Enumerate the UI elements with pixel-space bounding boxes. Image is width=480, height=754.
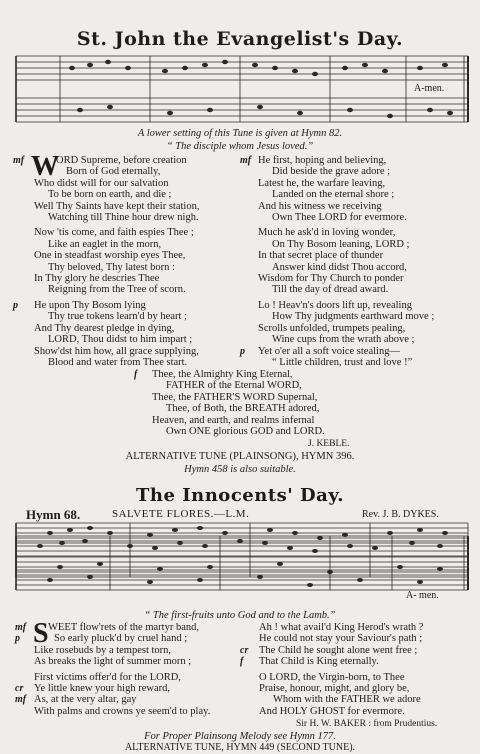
verse-line: Thee, the Almighty King Eternal, [152,369,293,380]
setting-note: A lower setting of this Tune is given at Hymn 82. [137,128,343,139]
verse-line: Wine cups from the wrath above ; [272,334,415,346]
dynamic-mark: p [240,345,245,357]
verse-line: So early pluck'd by cruel hand ; [54,633,188,645]
verse-line-group [13,299,239,311]
verse-line: “ Little children, trust and love !” [272,356,413,368]
dynamic-mark: mf [15,694,27,706]
verse-line: And Thy dearest pledge in dying, [34,322,175,334]
verse-line-group [240,345,473,357]
verse-line: Born of God eternally, [66,166,161,178]
verse-line: LORD, Thou didst to him impart ; [48,334,193,346]
verse-line: And HOLY GHOST for evermore. [259,705,405,717]
verse-line: Praise, honour, might, and glory be, [259,683,410,695]
verse-line: Wisdom for Thy Church to ponder [258,273,404,285]
verse-line: He first, hoping and believing, [258,155,387,166]
verse-line: Heaven, and earth, and realms infernal [152,414,315,426]
verse-line: Well Thy Saints have kept their station, [34,200,200,212]
dynamic-mark: cr [15,683,24,695]
verse-line: ORD Supreme, before creation [56,155,187,166]
verse-line: With palms and crowns ye seem'd to play. [34,705,211,717]
verse-line: FATHER of the Eternal WORD, [166,380,302,392]
amen-label-2: A- men. [406,590,439,601]
verse-line: Yet o'er all a soft voice stealing— [258,345,400,357]
verse-line: Own Thee LORD for evermore. [272,212,407,224]
verse-line: Thee, the FATHER'S WORD Supernal, [152,391,318,403]
verse-line: Latest he, the warfare leaving, [258,177,386,189]
alternative-tune-1: ALTERNATIVE TUNE (PLAINSONG), HYMN 396. [125,451,355,462]
verse-line: WEET flow'rets of the martyr band, [48,622,199,633]
verse-line: In that secret place of thunder [258,250,384,262]
verse-line-group [15,694,249,706]
verses-right-column-2 [240,622,474,717]
tune-name: SALVETE FLORES.—L.M. [112,508,250,520]
verse-line: Like rosebuds by a tempest torn, [34,644,172,656]
verse-line: To be born on earth, and die ; [48,189,172,201]
verse-line: Thy beloved, Thy latest born : [48,261,175,273]
verse-line: Like an eaglet in the morn, [48,238,162,250]
author: J. KEBLE. [308,439,350,449]
dynamic-mark: p [13,299,18,311]
verse-line: Whom with the FATHER we adore [273,694,421,706]
verse-line: Show'dst him how, all grace supplying, [34,345,199,357]
verse-line: He could not stay your Saviour's path ; [259,633,423,645]
verse-line: Now 'tis come, and faith espies Thee ; [34,227,194,239]
dynamic-mark: f [240,656,244,668]
dynamic-mark: mf [13,155,25,166]
verse-line-group [240,656,474,668]
dynamic-mark: mf [15,622,27,633]
verse-line-group [15,633,249,645]
verse-line: How Thy judgments earthward move ; [272,311,435,323]
verse-line: Landed on the eternal shore ; [272,189,395,201]
verse-line: Who didst will for our salvation [34,177,169,189]
verse-line: Lo ! Heav'n's doors lift up, revealing [258,299,412,311]
verse-line: Till the day of dread award. [272,284,389,296]
dynamic-mark: p [15,633,20,645]
verse-line: Thy true tokens learn'd by heart ; [48,311,187,323]
verse-line: Thee, of Both, the BREATH adored, [166,403,320,415]
verse-line: The Child he sought alone went free ; [259,644,418,656]
verse-line: On Thy Bosom leaning, LORD ; [272,238,410,250]
doxology [134,369,412,438]
proper-melody-note: For Proper Plainsong Melody see Hymn 177. [144,731,336,742]
drop-cap: W [31,151,59,182]
verse-line: Did beside the grave adore ; [272,166,391,178]
verse-line: That Child is King eternally. [259,656,379,668]
verse-line: And his witness we receiving [258,200,382,212]
verse-line: He upon Thy Bosom lying [34,299,146,311]
verse-line-group [240,644,474,656]
verse-line: In Thy glory he descries Thee [34,273,160,285]
verse-line: Scrolls unfolded, trumpets pealing, [258,322,406,334]
alternative-tune-2: ALTERNATIVE TUNE, HYMN 449 (SECOND TUNE). [124,742,356,753]
verse-line: Reigning from the Tree of scorn. [48,284,186,296]
verse-line: O LORD, the Virgin-born, to Thee [259,671,405,683]
composer: Rev. J. B. DYKES. [362,509,439,520]
verse-line: As, at the very altar, gay [34,694,137,706]
amen-label-1: A-men. [414,83,445,94]
dynamic-mark: cr [240,644,249,656]
verse-line: As breaks the light of summer morn ; [34,656,192,668]
verse-line: Ye little knew your high reward, [34,683,170,695]
hymn-number: Hymn 68. [26,507,81,522]
dynamic-mark: f [134,369,138,380]
verse-line-group [15,683,249,695]
verse-line: Own ONE glorious GOD and LORD. [166,426,325,438]
verse-line: Ah ! what avail'd King Herod's wrath ? [259,622,424,633]
also-suitable-note: Hymn 458 is also suitable. [184,464,296,475]
verse-line: Blood and water from Thee start. [48,356,188,368]
epigraph-2: “ The first-fruits unto God and to the Lamb.” [144,610,336,621]
verse-line: First victims offer'd for the LORD, [34,671,181,683]
verse-line: Watching till Thine hour drew nigh. [48,212,199,224]
translator: Sir H. W. BAKER : from Prudentius. [296,719,438,729]
verse-line: Answer kind didst Thou accord, [272,261,407,273]
verse-line: One in steadfast worship eyes Thee, [34,250,186,262]
epigraph-1: “ The disciple whom Jesus loved.” [166,141,314,152]
page-title: St. John the Evangelist's Day. [76,28,404,50]
verse-line: Much he ask'd in loving wonder, [258,227,396,239]
section-title: The Innocents' Day. [136,485,344,506]
drop-cap: S [33,618,49,649]
verses-left-column-1 [13,151,239,368]
verses-left-column-2 [15,618,249,717]
verses-right-column-1 [240,155,473,368]
dynamic-mark: mf [240,155,252,166]
